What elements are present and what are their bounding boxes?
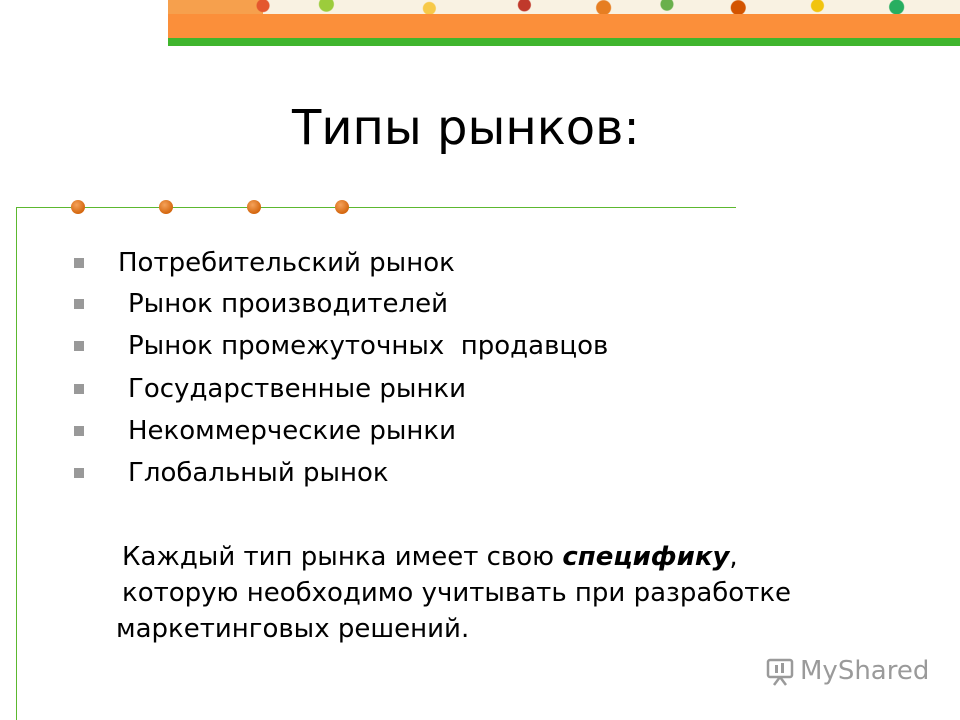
presentation-board-icon	[766, 656, 794, 686]
list-item	[74, 284, 448, 324]
list-item-text: Некоммерческие рынки	[128, 416, 457, 446]
watermark-text: MyShared	[800, 656, 930, 686]
bullet-square-icon	[74, 299, 84, 309]
list-item-text: Потребительский рынок	[118, 248, 455, 278]
list-item-text: Государственные рынки	[128, 374, 467, 404]
decorative-dot	[71, 200, 85, 214]
list-item-text: Рынок промежуточных продавцов	[128, 331, 609, 361]
note-line-3: маркетинговых решений.	[116, 614, 470, 644]
list-item	[74, 411, 456, 451]
note-line-2: которую необходимо учитывать при разработке	[122, 578, 792, 608]
decorative-dot	[247, 200, 261, 214]
list-item	[74, 453, 389, 493]
note-text: ,	[729, 542, 738, 572]
slide-title: Типы рынков:	[292, 100, 640, 156]
decorative-dot	[335, 200, 349, 214]
note-emphasis: специфику	[562, 542, 730, 572]
bullet-square-icon	[74, 384, 84, 394]
list-item	[74, 326, 608, 366]
list-item	[74, 369, 466, 409]
list-item-text: Глобальный рынок	[128, 458, 389, 488]
bullet-square-icon	[74, 341, 84, 351]
bullet-square-icon	[74, 426, 84, 436]
watermark-logo	[766, 656, 929, 686]
list-item-text: Рынок производителей	[128, 289, 448, 319]
header-orange-bar	[168, 14, 960, 38]
bullet-square-icon	[74, 468, 84, 478]
decorative-dot	[159, 200, 173, 214]
frame-left-line	[16, 207, 17, 720]
note-line-1	[122, 538, 738, 576]
frame-top-line	[16, 207, 736, 208]
note-text: Каждый тип рынка имеет свою	[122, 542, 563, 572]
bullet-square-icon	[74, 258, 84, 268]
header-photo-strip	[168, 0, 960, 14]
header-green-bar	[168, 38, 960, 46]
list-item	[74, 243, 455, 283]
header-band	[168, 0, 960, 48]
